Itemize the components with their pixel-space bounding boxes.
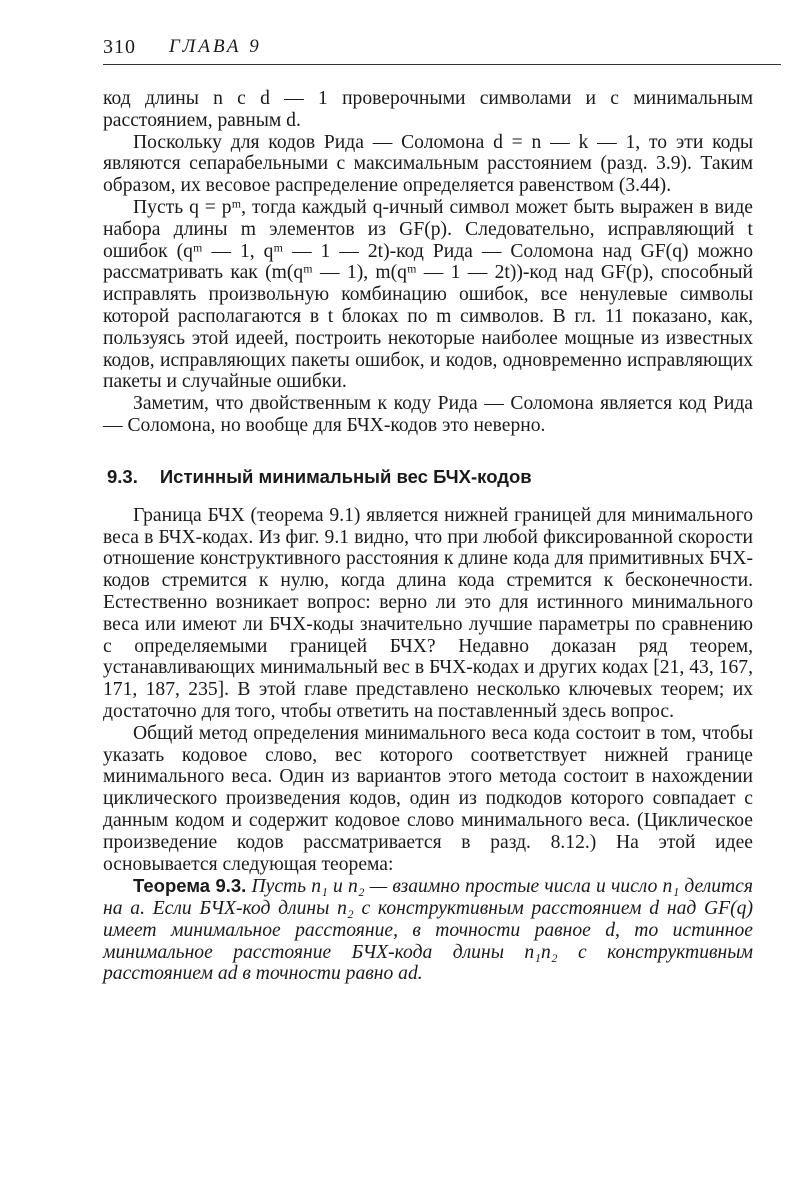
section-number: 9.3. <box>107 465 138 487</box>
paragraph-continuation: код длины n с d — 1 проверочными символами и с минимальным расстоянием, равным d. <box>103 88 753 131</box>
paragraph: Пусть q = pᵐ, тогда каждый q-ичный символ может быть выражен в виде набора длины m элементов из GF(p). Следовательно, исправляющий t ошибок (qᵐ — 1, qᵐ — 1 — 2t)-код Рида — Соломона над GF(q) можно рассматривать как (m(qᵐ — 1), m(qᵐ — 1 — 2t))-код над GF(p), способный исправлять произвольную комбинацию ошибок, все ненулевые символы которой располагаются в t блоках по m символов. В гл. 11 показано, как, пользуясь этой идеей, построить некоторые наиболее мощные из известных кодов, исправляющих пакеты ошибок, и кодов, одновременно исправляющих пакеты и случайные ошибки. <box>103 196 753 393</box>
header-rule <box>103 64 781 65</box>
paragraph: Поскольку для кодов Рида — Соломона d = n — k — 1, то эти коды являются сепарабельными с максимальным расстоянием (разд. 3.9). Таким образом, их весовое распределение определяется равенством (3.44). <box>103 131 753 197</box>
chapter-title: ГЛАВА 9 <box>169 36 262 57</box>
theorem-block <box>103 875 753 985</box>
paragraph: Заметим, что двойственным к коду Рида — Соломона является код Рида — Соломона, но вообще для БЧХ-кодов это неверно. <box>103 393 753 436</box>
page-body <box>103 88 753 985</box>
theorem-text: Пусть n₁ и n₂ — взаимно простые числа и число n₁ делится на a. Если БЧХ-код длины n₂ с конструктивным расстоянием d над GF(q) имеет минимальное расстояние, в точности равное d, то истинное минимальное расстояние БЧХ-кода длины n₁n₂ с конструктивным расстоянием ad в точности равно ad. <box>103 876 753 985</box>
page-header <box>103 36 781 66</box>
theorem-label: Теорема 9.3. <box>133 875 247 897</box>
paragraph: Граница БЧХ (теорема 9.1) является нижней границей для минимального веса в БЧХ-кодах. Из фиг. 9.1 видно, что при любой фиксированной скорости отношение конструктивного расстояния к длине кода для примитивных БЧХ-кодов стремится к нулю, когда длина кода стремится к бесконечности. Естественно возникает вопрос: верно ли это для истинного минимального веса или имеют ли БЧХ-коды значительно лучшие параметры по сравнению с определяемыми границей БЧХ? Недавно доказан ряд теорем, устанавливающих минимальный вес в БЧХ-кодах и других кодах [21, 43, 167, 171, 187, 235]. В этой главе представлено несколько ключевых теорем; их достаточно для того, чтобы ответить на поставленный здесь вопрос. <box>103 504 753 722</box>
section-title: Истинный минимальный вес БЧХ-кодов <box>159 465 532 487</box>
section-heading <box>107 465 753 489</box>
page-number: 310 <box>103 36 136 58</box>
paragraph: Общий метод определения минимального веса кода состоит в том, чтобы указать кодовое слово, вес которого соответствует нижней границе минимального веса. Один из вариантов этого метода состоит в нахождении циклического произведения кодов, один из подкодов которого совпадает с данным кодом и содержит кодовое слово минимального веса. (Циклическое произведение кодов рассматривается в разд. 8.12.) На этой идее основывается следующая теорема: <box>103 722 753 875</box>
